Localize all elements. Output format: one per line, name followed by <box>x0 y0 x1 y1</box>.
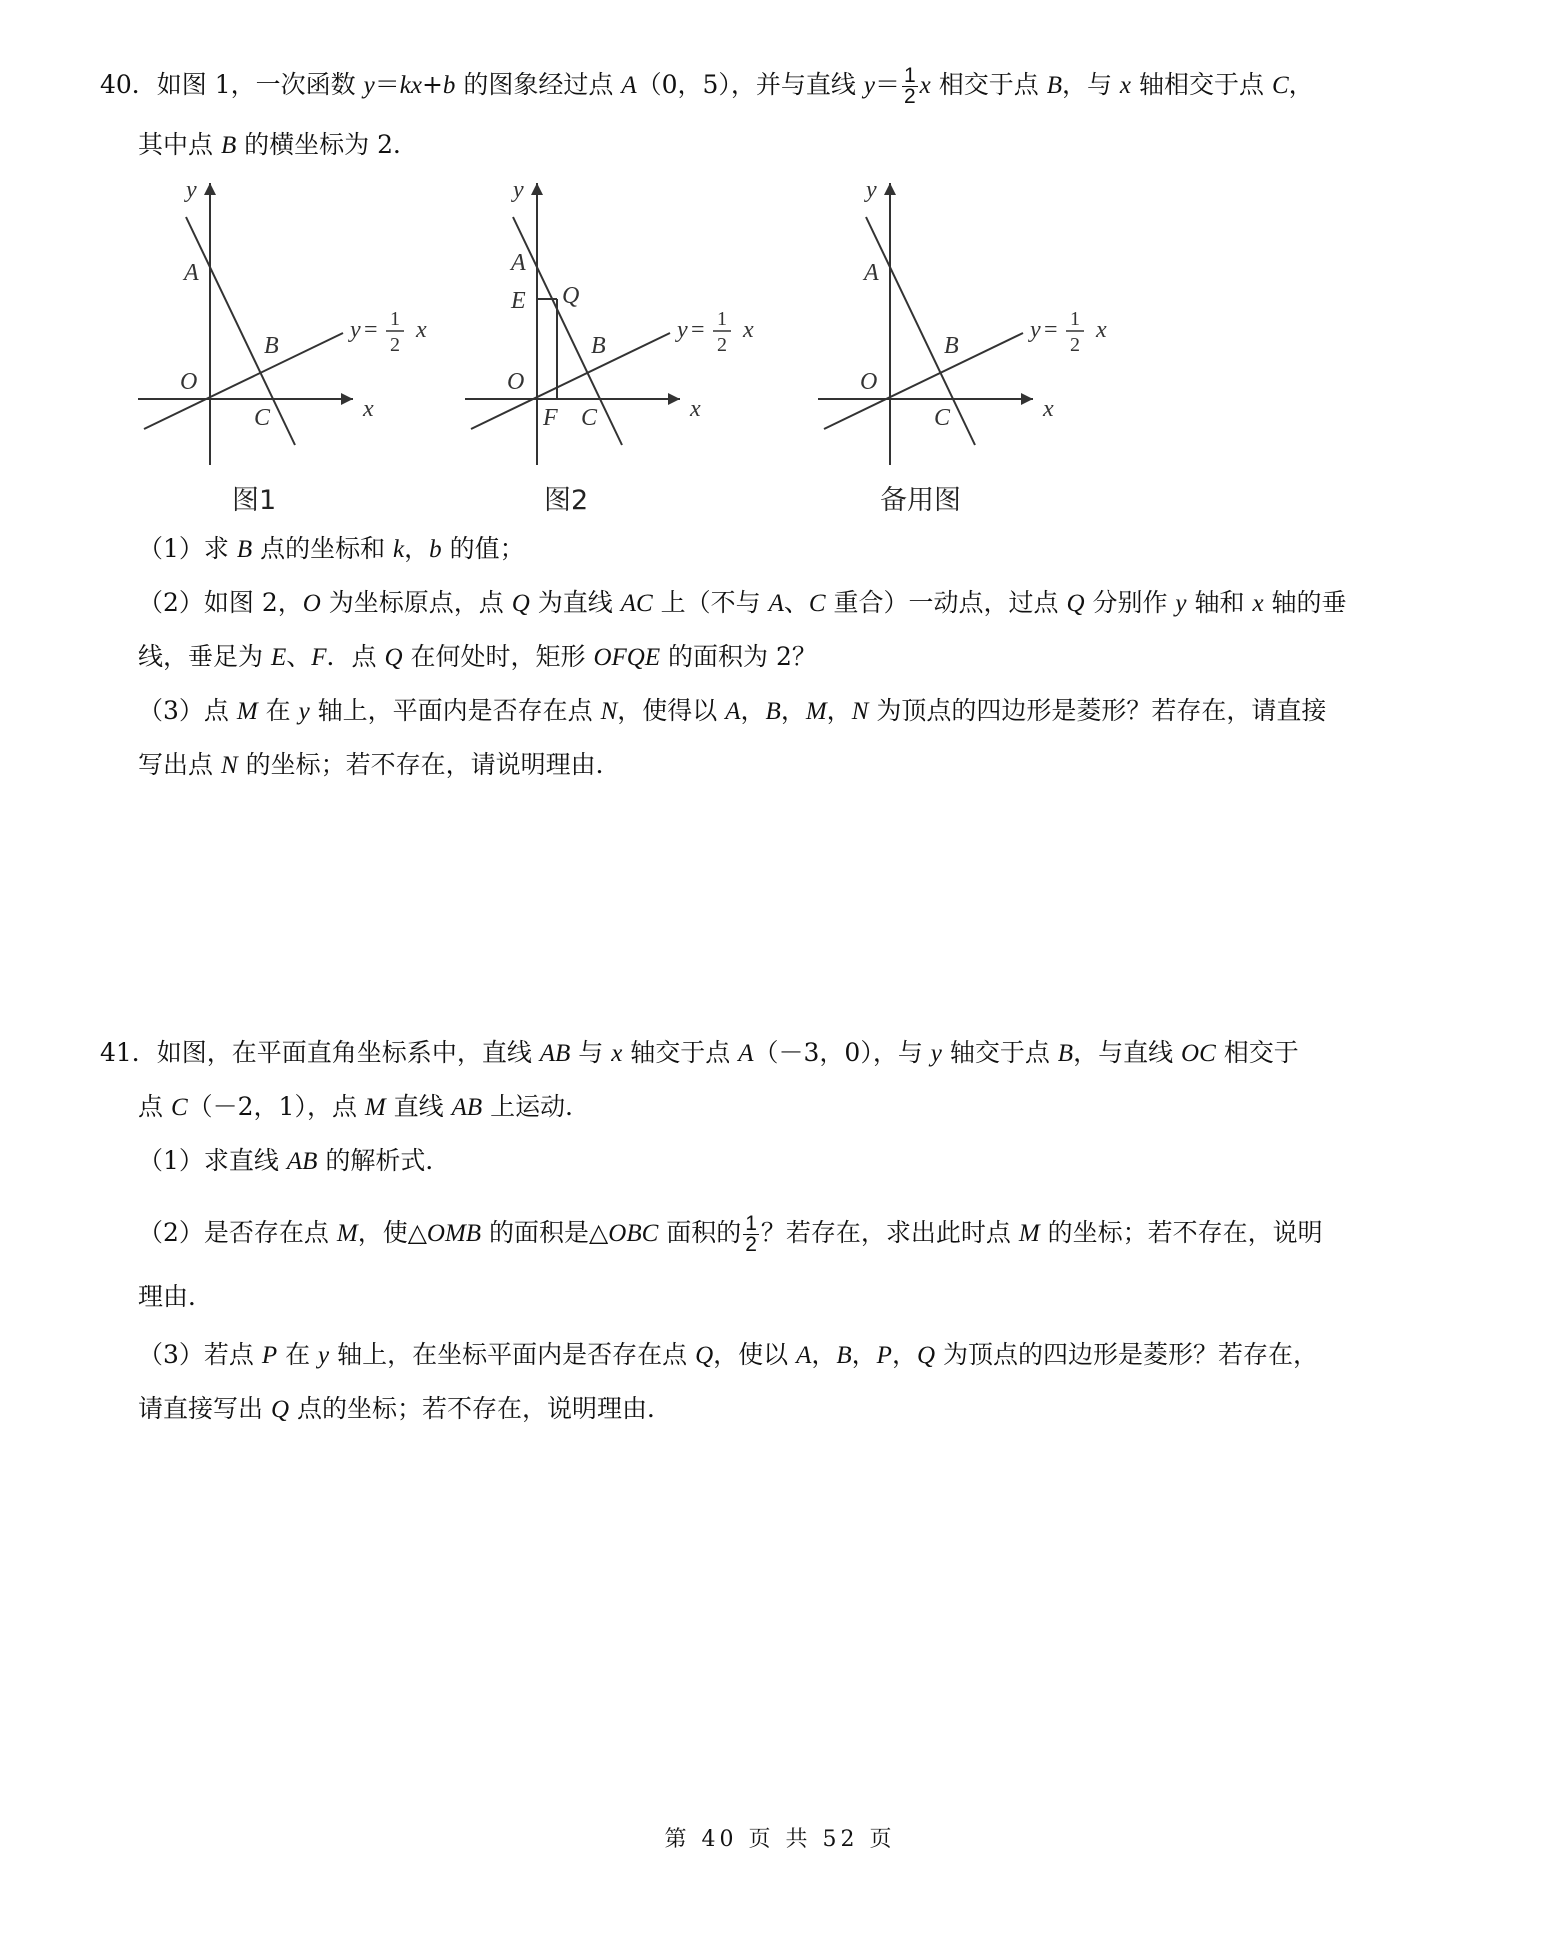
fraction-one-half: $\frac{1}{2}$ <box>903 64 916 108</box>
svg-text:2: 2 <box>717 334 727 356</box>
label-a: A <box>511 250 526 276</box>
caption-figure-backup: 备用图 <box>880 485 961 516</box>
svg-text:1: 1 <box>717 308 727 330</box>
svg-text:x: x <box>416 317 427 343</box>
q41-part-1: （1）求直线 AB 的解析式． <box>138 1146 451 1175</box>
line-y-half-x <box>471 333 670 429</box>
line-equation-label <box>348 308 427 356</box>
q40-part-2-line-2: 线，垂足为 E、F．点 Q 在何处时，矩形 OFQE 的面积为 2？ <box>138 642 817 671</box>
q40-stem-line-2: 其中点 B 的横坐标为 2． <box>138 130 419 159</box>
q41-part-3-line-1: （3）若点 P 在 y 轴上，在坐标平面内是否存在点 Q，使以 A，B，P，Q 为顶点的四边形是菱形？若存在， <box>138 1340 1318 1369</box>
figure-2 <box>465 175 775 479</box>
line-equation-label <box>1028 308 1107 356</box>
q41-part-2-line-1: （2）是否存在点 M，使△OMB 的面积是△OBC 面积的 $\frac{1}{2}$ ？若存在，求出此时点 M 的坐标；若不存在，说明 <box>138 1212 1323 1256</box>
label-y: y <box>866 177 877 203</box>
svg-text:x: x <box>743 317 754 343</box>
x-axis-arrow <box>668 393 680 405</box>
label-b: B <box>944 333 959 359</box>
y-axis-arrow <box>531 183 543 195</box>
label-c: C <box>934 405 951 431</box>
label-o: O <box>860 369 878 395</box>
svg-text:=: = <box>691 317 705 343</box>
q41-stem-line-2: 点 C（－2，1），点 M 直线 AB 上运动． <box>138 1092 591 1121</box>
svg-text:1: 1 <box>390 308 400 330</box>
svg-text:x: x <box>1096 317 1107 343</box>
q40-part-3-line-2: 写出点 N 的坐标；若不存在，请说明理由． <box>138 750 621 779</box>
svg-text:=: = <box>364 317 378 343</box>
label-a: A <box>184 260 199 286</box>
label-x: x <box>1043 396 1054 422</box>
caption-figure-2: 图2 <box>544 485 589 516</box>
label-e: E <box>511 288 526 314</box>
line-ac <box>866 217 975 445</box>
q40-part-3-line-1: （3）点 M 在 y 轴上，平面内是否存在点 N，使得以 A，B，M，N 为顶点的四边形是菱形？若存在，请直接 <box>138 696 1327 725</box>
q41-stem-line-1: 41．如图，在平面直角坐标系中，直线 AB 与 x 轴交于点 A（－3，0），与 y 轴交于点 B，与直线 OC 相交于 <box>100 1038 1299 1067</box>
label-f: F <box>543 405 558 431</box>
svg-text:1: 1 <box>1070 308 1080 330</box>
label-y: y <box>186 177 197 203</box>
svg-text:2: 2 <box>1070 334 1080 356</box>
label-a: A <box>864 260 879 286</box>
svg-text:y: y <box>677 317 688 343</box>
label-b: B <box>591 333 606 359</box>
label-q: Q <box>562 283 580 309</box>
line-ac <box>513 217 622 445</box>
y-axis-arrow <box>884 183 896 195</box>
q41-part-2-line-2: 理由． <box>138 1282 214 1311</box>
line-equation-label <box>675 308 754 356</box>
q40-part-2-line-1: （2）如图 2，O 为坐标原点，点 Q 为直线 AC 上（不与 A、C 重合）一动点，过点 Q 分别作 y 轴和 x 轴的垂 <box>138 588 1347 617</box>
svg-text:y: y <box>350 317 361 343</box>
label-c: C <box>254 405 271 431</box>
label-b: B <box>264 333 279 359</box>
line-ac <box>186 217 295 445</box>
svg-text:y: y <box>1030 317 1041 343</box>
caption-figure-1: 图1 <box>232 485 277 516</box>
label-x: x <box>363 396 374 422</box>
q41-part-3-line-2: 请直接写出 Q 点的坐标；若不存在，说明理由． <box>138 1394 672 1423</box>
label-x: x <box>690 396 701 422</box>
label-y: y <box>513 177 524 203</box>
x-axis-arrow <box>1021 393 1033 405</box>
svg-text:2: 2 <box>390 334 400 356</box>
line-y-half-x <box>824 333 1023 429</box>
fraction-one-half: $\frac{1}{2}$ <box>745 1212 757 1256</box>
line-y-half-x <box>144 333 343 429</box>
x-axis-arrow <box>341 393 353 405</box>
figure-1 <box>138 175 448 479</box>
svg-text:=: = <box>1044 317 1058 343</box>
q40-part-1: （1）求 B 点的坐标和 k，b 的值； <box>138 534 525 563</box>
figure-backup <box>818 175 1128 479</box>
y-axis-arrow <box>204 183 216 195</box>
label-o: O <box>507 369 525 395</box>
q40-stem-line-1: 40．如图 1，一次函数 y＝kx+b 的图象经过点 A（0，5），并与直线 y＝ $\frac{1}{2}$ x 相交于点 B，与 x 轴相交于点 C， <box>100 64 1314 108</box>
page-footer: 第 40 页 共 52 页 <box>664 1827 896 1852</box>
label-c: C <box>581 405 598 431</box>
label-o: O <box>180 369 198 395</box>
